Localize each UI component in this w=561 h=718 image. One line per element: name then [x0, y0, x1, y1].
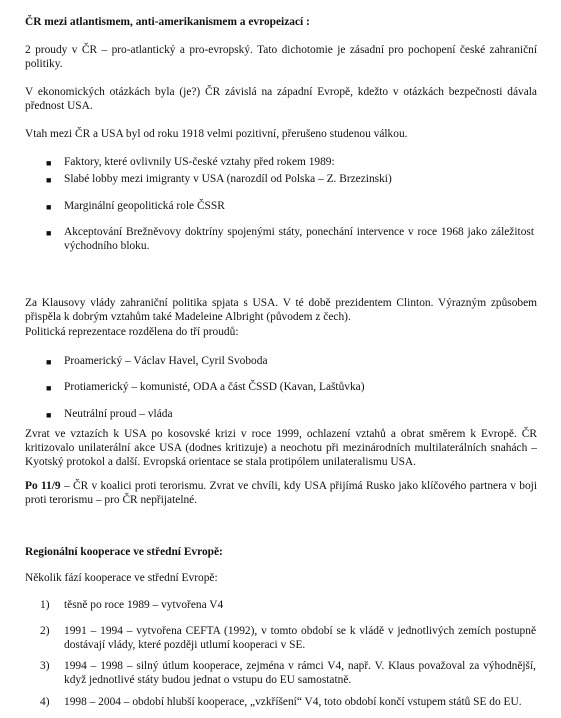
- list-item: těsně po roce 1989 – vytvořena V4: [64, 599, 224, 611]
- paragraph: [25, 479, 537, 507]
- bold-lead: Po 11/9: [25, 480, 61, 492]
- list-item: 1998 – 2004 – období hlubší kooperace, „vzkříšení“ V4, toto období končí vstupem států SE do EU.: [64, 696, 522, 708]
- list-item: Neutrální proud – vláda: [64, 408, 173, 420]
- list-item: Akceptování Brežněvovy doktríny spojenými státy, ponechání intervence v roce 1968 jako záležitost východního bloku.: [64, 226, 534, 252]
- list-item: Protiamerický – komunisté, ODA a část ČSSD (Kavan, Laštůvka): [64, 381, 365, 393]
- list-item: Slabé lobby mezi imigranty v USA (narozdíl od Polska – Z. Brzezinski): [64, 173, 392, 185]
- paragraph: Politická reprezentace rozdělena do tří proudů:: [25, 326, 239, 338]
- paragraph: Několik fází kooperace ve střední Evropě:: [25, 572, 218, 584]
- square-bullet-icon: ■: [46, 175, 52, 185]
- paragraph: 2 proudy v ČR – pro-atlantický a pro-evropský. Tato dichotomie je zásadní pro pochopení české zahraniční politiky.: [25, 44, 537, 70]
- list-item: Faktory, které ovlivnily US-české vztahy před rokem 1989:: [64, 156, 335, 168]
- list-item: Marginální geopolitická role ČSSR: [64, 200, 225, 212]
- list-number: 3): [40, 660, 50, 672]
- list-number: 2): [40, 625, 50, 637]
- list-item: 1991 – 1994 – vytvořena CEFTA (1992), v tomto období se k vládě v jednotlivých zemích postupně dostávají vlády, které později utlumí kooperaci v SE.: [64, 625, 536, 651]
- square-bullet-icon: ■: [46, 357, 52, 367]
- paragraph: V ekonomických otázkách byla (je?) ČR závislá na západní Evropě, kdežto v otázkách bezpečnosti dávala přednost USA.: [25, 86, 537, 112]
- list-item: 1994 – 1998 – silný útlum kooperace, zejména v rámci V4, např. V. Klaus považoval za výhodnější, když jednotlivé státy budou jednat o vstupu do EU samostatně.: [64, 660, 536, 686]
- paragraph: Za Klausovy vlády zahraniční politika spjata s USA. V té době prezidentem Clinton. Výrazným způsobem přispěla k dobrým vztahům také Madeleine Albright (původem z čech).: [25, 297, 537, 323]
- paragraph-rest: – ČR v koalici proti terorismu. Zvrat ve chvíli, kdy USA přijímá Rusko jako klíčového partnera v boji proti terorismu – pro ČR nepřijatelné.: [25, 480, 538, 506]
- square-bullet-icon: ■: [46, 383, 52, 393]
- square-bullet-icon: ■: [46, 410, 52, 420]
- paragraph: Vtah mezi ČR a USA byl od roku 1918 velmi pozitivní, přerušeno studenou válkou.: [25, 128, 408, 140]
- list-item: Proamerický – Václav Havel, Cyril Svoboda: [64, 355, 268, 367]
- list-number: 1): [40, 599, 50, 611]
- square-bullet-icon: ■: [46, 228, 52, 238]
- list-number: 4): [40, 696, 50, 708]
- section-heading-regional: Regionální kooperace ve střední Evropě:: [25, 546, 223, 558]
- square-bullet-icon: ■: [46, 202, 52, 212]
- section-heading-atlantism: ČR mezi atlantismem, anti-amerikanismem a evropeizací :: [25, 16, 310, 28]
- square-bullet-icon: ■: [46, 158, 52, 168]
- paragraph: Zvrat ve vztazích k USA po kosovské krizi v roce 1999, ochlazení vztahů a obrat směrem k Evropě. ČR kritizovalo unilaterální akce USA (dodnes kritizuje) a neochotu při mezinárodních multilaterálních snahách – Kyotský protokol a další. Evropská orientace se stala protipólem unilateralismu USA.: [25, 428, 537, 468]
